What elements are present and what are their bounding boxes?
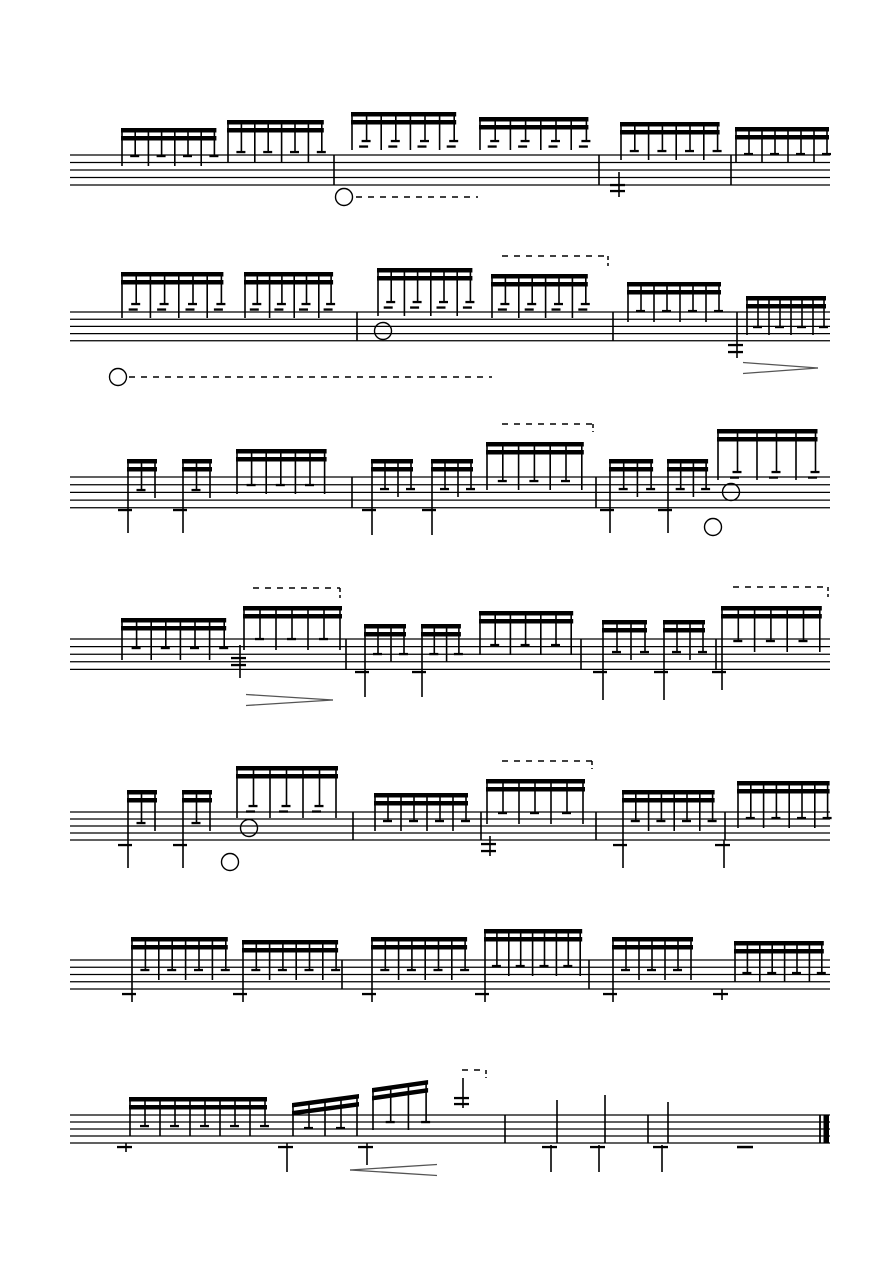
beam: [351, 112, 456, 117]
dash-notehead: [737, 1146, 753, 1149]
beam: [479, 117, 588, 122]
dash-notehead: [319, 638, 328, 640]
beam: [244, 280, 333, 285]
beam: [667, 467, 708, 472]
dash-notehead: [498, 812, 507, 814]
dash-notehead: [192, 822, 201, 824]
bass-ledger-dash: [590, 1146, 605, 1148]
dash-notehead: [746, 817, 755, 819]
dash-notehead: [230, 1125, 239, 1127]
dash-notehead: [811, 471, 820, 473]
dash-notehead: [796, 153, 805, 155]
bass-ledger-dash: [728, 344, 743, 346]
dash-notehead: [384, 306, 393, 308]
beam: [121, 128, 216, 133]
beam: [227, 128, 324, 133]
dash-notehead: [160, 303, 169, 305]
dash-notehead: [797, 817, 806, 819]
bass-ledger-dash: [728, 351, 743, 353]
beam: [131, 937, 228, 942]
bass-ledger-dash: [422, 509, 436, 511]
beam: [667, 459, 708, 464]
dash-notehead: [440, 488, 449, 490]
dash-notehead: [662, 310, 671, 312]
bass-ledger-dash: [600, 509, 614, 511]
dash-notehead: [246, 810, 255, 812]
dash-notehead: [140, 1125, 149, 1127]
dash-notehead: [447, 145, 456, 147]
beam: [131, 945, 228, 950]
beam: [431, 459, 473, 464]
dash-notehead: [192, 489, 201, 491]
bass-ledger-dash: [233, 993, 247, 995]
dash-notehead: [579, 145, 588, 147]
dash-notehead: [260, 1125, 269, 1127]
dash-notehead: [819, 326, 828, 328]
beam: [484, 937, 582, 942]
beam: [486, 787, 585, 792]
dash-notehead: [290, 151, 299, 153]
dash-notehead: [657, 150, 666, 152]
dash-notehead: [562, 812, 571, 814]
dash-notehead: [630, 150, 639, 152]
dash-notehead: [463, 306, 472, 308]
beam: [421, 632, 461, 637]
dash-notehead: [771, 817, 780, 819]
beam: [243, 614, 342, 619]
dash-notehead: [386, 1121, 395, 1123]
bass-ledger-dash: [278, 1146, 293, 1148]
dash-notehead: [636, 310, 645, 312]
beam: [236, 774, 338, 779]
dash-notehead: [775, 326, 784, 328]
dash-notehead: [252, 303, 261, 305]
bass-ledger-dash: [593, 671, 607, 673]
beam: [127, 467, 157, 472]
dash-notehead: [521, 140, 530, 142]
beam: [371, 945, 467, 950]
dash-notehead: [362, 140, 371, 142]
beam: [734, 949, 824, 954]
beam: [377, 268, 472, 273]
beam: [364, 632, 406, 637]
beam: [351, 120, 456, 125]
beam: [371, 459, 413, 464]
dash-notehead: [713, 150, 722, 152]
dash-notehead: [157, 308, 166, 310]
beam: [602, 620, 647, 625]
dash-notehead: [183, 155, 192, 157]
dash-notehead: [380, 488, 389, 490]
dash-notehead: [449, 140, 458, 142]
beam: [746, 304, 826, 309]
beam: [486, 450, 584, 455]
beam: [717, 437, 818, 442]
dash-notehead: [167, 969, 176, 971]
dash-notehead: [551, 644, 560, 646]
dash-notehead: [435, 820, 444, 822]
beam: [663, 620, 705, 625]
beam: [129, 1097, 267, 1102]
dash-notehead: [413, 301, 422, 303]
beam: [479, 125, 588, 130]
dash-notehead: [676, 488, 685, 490]
dash-notehead: [466, 488, 475, 490]
dash-notehead: [279, 810, 288, 812]
beam: [737, 789, 830, 794]
bass-ledger-dash: [610, 184, 625, 186]
beam: [127, 459, 157, 464]
dash-notehead: [219, 647, 228, 649]
dash-notehead: [406, 488, 415, 490]
dash-notehead: [130, 155, 139, 157]
beam: [121, 618, 226, 623]
beam: [371, 467, 413, 472]
dash-notehead: [434, 969, 443, 971]
bass-ledger-dash: [173, 509, 187, 511]
dash-notehead: [490, 140, 499, 142]
dash-notehead: [305, 484, 314, 486]
beam: [721, 606, 822, 611]
final-barline-thick: [824, 1115, 830, 1143]
beam: [121, 136, 216, 141]
dash-notehead: [698, 651, 707, 653]
beam: [737, 781, 830, 786]
dash-notehead: [454, 653, 463, 655]
beam: [735, 135, 829, 140]
beam: [374, 793, 468, 798]
dash-notehead: [214, 308, 223, 310]
dash-notehead: [216, 303, 225, 305]
dash-notehead: [769, 476, 778, 478]
beam: [491, 282, 588, 287]
beam: [627, 282, 721, 287]
dash-notehead: [682, 820, 691, 822]
beam: [371, 937, 467, 942]
beam: [121, 280, 223, 285]
bass-ledger-dash: [481, 843, 496, 845]
dash-notehead: [647, 969, 656, 971]
dash-notehead: [287, 638, 296, 640]
dash-notehead: [730, 476, 739, 478]
dash-notehead: [418, 145, 427, 147]
dash-notehead: [388, 145, 397, 147]
dash-notehead: [170, 1125, 179, 1127]
dash-notehead: [817, 972, 826, 974]
dash-notehead: [317, 151, 326, 153]
dash-notehead: [808, 476, 817, 478]
beam: [620, 130, 720, 135]
dash-notehead: [132, 647, 141, 649]
dash-notehead: [247, 484, 256, 486]
dash-notehead: [429, 653, 438, 655]
dash-notehead: [530, 812, 539, 814]
beam: [612, 937, 693, 942]
dash-notehead: [437, 306, 446, 308]
dash-notehead: [391, 140, 400, 142]
dash-notehead: [161, 647, 170, 649]
beam: [721, 614, 822, 619]
dash-notehead: [305, 969, 314, 971]
dash-notehead: [797, 326, 806, 328]
dash-notehead: [646, 488, 655, 490]
beam: [735, 127, 829, 132]
beam: [421, 624, 461, 629]
bass-ledger-dash: [231, 664, 246, 666]
dash-notehead: [753, 326, 762, 328]
bass-ledger-dash: [173, 844, 187, 846]
beam: [486, 779, 585, 784]
dash-notehead: [373, 653, 382, 655]
dash-notehead: [304, 1127, 313, 1129]
dash-notehead: [409, 820, 418, 822]
beam: [243, 606, 342, 611]
dash-notehead: [460, 969, 469, 971]
dash-notehead: [561, 480, 570, 482]
bass-ledger-dash: [358, 1146, 373, 1148]
dash-notehead: [744, 153, 753, 155]
dash-notehead: [527, 303, 536, 305]
dash-notehead: [714, 310, 723, 312]
dash-notehead: [274, 308, 283, 310]
dash-notehead: [619, 488, 628, 490]
dash-notehead: [540, 965, 549, 967]
dash-notehead: [766, 640, 775, 642]
bass-ledger-dash: [355, 671, 369, 673]
beam: [609, 459, 653, 464]
beam: [374, 801, 468, 806]
bass-ledger-dash: [603, 993, 617, 995]
dash-notehead: [498, 480, 507, 482]
dash-notehead: [299, 308, 308, 310]
beam: [182, 459, 212, 464]
dash-notehead: [554, 303, 563, 305]
dash-notehead: [131, 303, 140, 305]
beam: [486, 442, 584, 447]
bass-ledger-dash: [610, 190, 625, 192]
dash-notehead: [137, 822, 146, 824]
bass-ledger-dash: [713, 993, 728, 995]
dash-notehead: [708, 820, 717, 822]
dash-notehead: [359, 145, 368, 147]
dash-notehead: [578, 308, 587, 310]
beam: [182, 798, 212, 803]
dash-notehead: [277, 303, 286, 305]
beam: [612, 945, 693, 950]
beam: [431, 467, 473, 472]
dash-notehead: [331, 969, 340, 971]
dash-notehead: [137, 489, 146, 491]
dash-notehead: [612, 651, 621, 653]
beam: [479, 619, 573, 624]
bass-ledger-dash: [475, 993, 489, 995]
dash-notehead: [255, 638, 264, 640]
bass-ledger-dash: [362, 509, 376, 511]
dash-notehead: [581, 303, 590, 305]
dash-notehead: [521, 644, 530, 646]
dash-notehead: [302, 303, 311, 305]
bass-ledger-dash: [122, 993, 136, 995]
beam: [129, 1105, 267, 1110]
beam: [236, 457, 327, 462]
dash-notehead: [251, 969, 260, 971]
dash-notehead: [563, 965, 572, 967]
dash-notehead: [516, 965, 525, 967]
dash-notehead: [194, 969, 203, 971]
beam: [236, 449, 327, 454]
bass-ledger-dash: [481, 850, 496, 852]
dash-notehead: [733, 640, 742, 642]
dash-notehead: [399, 653, 408, 655]
dash-notehead: [490, 644, 499, 646]
beam: [734, 941, 824, 946]
beam: [121, 272, 223, 277]
dash-notehead: [407, 969, 416, 971]
dash-notehead: [500, 303, 509, 305]
dash-notehead: [190, 647, 199, 649]
dash-notehead: [410, 306, 419, 308]
dash-notehead: [581, 140, 590, 142]
beam: [242, 948, 338, 953]
bass-ledger-dash: [118, 509, 132, 511]
bass-ledger-dash: [715, 844, 730, 846]
dash-notehead: [383, 820, 392, 822]
dash-notehead: [186, 308, 195, 310]
beam: [663, 628, 705, 633]
dash-notehead: [767, 972, 776, 974]
beam: [622, 798, 715, 803]
beam: [627, 290, 721, 295]
beam: [182, 790, 212, 795]
dash-notehead: [549, 145, 558, 147]
dash-notehead: [312, 810, 321, 812]
beam: [127, 790, 157, 795]
dash-notehead: [672, 651, 681, 653]
bass-ledger-dash: [653, 1146, 668, 1148]
beam: [620, 122, 720, 127]
dash-notehead: [380, 969, 389, 971]
dash-notehead: [631, 820, 640, 822]
beam: [236, 766, 338, 771]
beam: [622, 790, 715, 795]
dash-notehead: [525, 308, 534, 310]
dash-notehead: [221, 969, 230, 971]
dash-notehead: [518, 145, 527, 147]
beam: [127, 798, 157, 803]
beam: [479, 611, 573, 616]
bass-ledger-dash: [362, 993, 376, 995]
bass-ledger-dash: [454, 1103, 469, 1105]
dash-notehead: [386, 301, 395, 303]
bass-ledger-dash: [118, 844, 132, 846]
dash-notehead: [733, 471, 742, 473]
dash-notehead: [249, 805, 258, 807]
beam: [242, 940, 338, 945]
dash-notehead: [421, 1121, 430, 1123]
beam: [746, 296, 826, 301]
dash-notehead: [823, 817, 832, 819]
dash-notehead: [552, 308, 561, 310]
dash-notehead: [157, 155, 166, 157]
bass-ledger-dash: [654, 671, 668, 673]
bass-ledger-dash: [712, 671, 726, 673]
bass-ledger-dash: [454, 1097, 469, 1099]
dash-notehead: [420, 140, 429, 142]
dash-notehead: [140, 969, 149, 971]
dash-notehead: [276, 484, 285, 486]
dash-notehead: [701, 488, 710, 490]
beam: [717, 429, 818, 434]
dash-notehead: [263, 151, 272, 153]
beam: [121, 626, 226, 631]
dash-notehead: [324, 308, 333, 310]
dash-notehead: [209, 155, 218, 157]
dash-notehead: [336, 1127, 345, 1129]
dash-notehead: [772, 471, 781, 473]
dash-notehead: [742, 972, 751, 974]
bass-ledger-dash: [231, 657, 246, 659]
dash-notehead: [656, 820, 665, 822]
beam: [377, 276, 472, 281]
dash-notehead: [282, 805, 291, 807]
bass-ledger-dash: [412, 671, 426, 673]
dash-notehead: [278, 969, 287, 971]
bass-ledger-dash: [117, 1146, 132, 1148]
dash-notehead: [685, 150, 694, 152]
dash-notehead: [315, 805, 324, 807]
dash-notehead: [129, 308, 138, 310]
dash-notehead: [188, 303, 197, 305]
beam: [182, 467, 212, 472]
dash-notehead: [250, 308, 259, 310]
dash-notehead: [799, 640, 808, 642]
beam: [364, 624, 406, 629]
dash-notehead: [461, 820, 470, 822]
dash-notehead: [200, 1125, 209, 1127]
dash-notehead: [673, 969, 682, 971]
bass-ledger-dash: [613, 844, 627, 846]
beam: [484, 929, 582, 934]
dash-notehead: [792, 972, 801, 974]
dash-notehead: [822, 153, 831, 155]
dash-notehead: [465, 301, 474, 303]
dash-notehead: [770, 153, 779, 155]
dash-notehead: [439, 301, 448, 303]
dash-notehead: [326, 303, 335, 305]
beam: [244, 272, 333, 277]
beam: [227, 120, 324, 125]
dash-notehead: [529, 480, 538, 482]
dash-notehead: [551, 140, 560, 142]
beam: [491, 274, 588, 279]
beam: [602, 628, 647, 633]
dash-notehead: [621, 969, 630, 971]
dash-notehead: [688, 310, 697, 312]
dash-notehead: [498, 308, 507, 310]
beam: [609, 467, 653, 472]
bass-ledger-dash: [542, 1146, 557, 1148]
dash-notehead: [640, 651, 649, 653]
dash-notehead: [488, 145, 497, 147]
bass-ledger-dash: [658, 509, 672, 511]
dash-notehead: [492, 965, 501, 967]
dash-notehead: [236, 151, 245, 153]
